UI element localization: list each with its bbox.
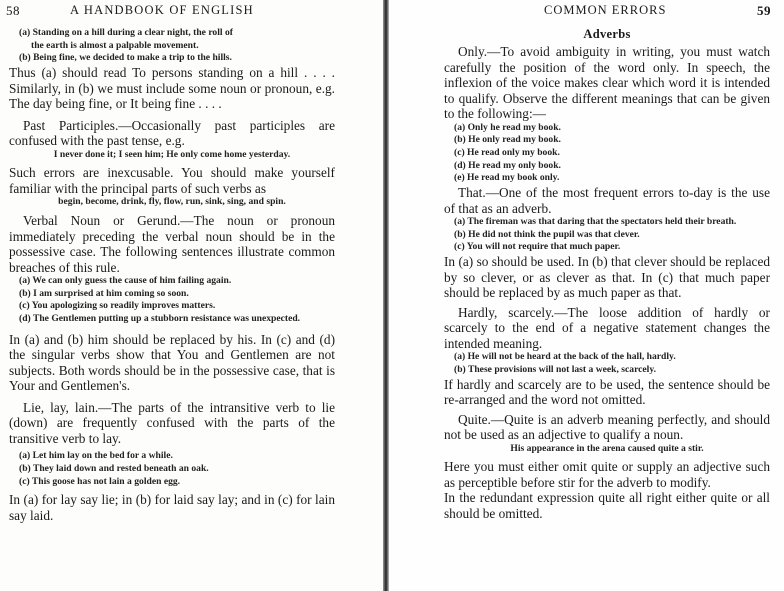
example-line: (a) Let him lay on the bed for a while. (19, 450, 173, 462)
example-line: (b) These provisions will not last a week, scarcely. (454, 363, 657, 375)
example-line: I never done it; I seen him; He only come home yesterday. (53, 148, 291, 160)
paragraph: In (a) and (b) him should be replaced by his. In (c) and (d) the singular verbs show that You and Gentlemen are not subjects. Both words should be in the possessive case, that is Your and Gentlemen's. (9, 331, 335, 394)
example-line: (c) This goose has not lain a golden egg. (19, 475, 181, 487)
paragraph: Quite.—Quite is an adverb meaning perfectly, and should not be used as an adjective to qualify a noun. (444, 411, 770, 443)
example-line: (c) You will not require that much paper. (454, 241, 621, 253)
paragraph: In the redundant expression quite all right either quite or all should be omitted. (444, 490, 770, 521)
example-line: (e) He read my book only. (454, 172, 560, 184)
example-line: (b) They laid down and rested beneath an oak. (19, 463, 209, 475)
right-running-title: COMMON ERRORS (544, 3, 667, 17)
left-page-body (9, 27, 335, 523)
left-running-head (0, 3, 383, 19)
example-line: (b) He only read my book. (454, 134, 561, 146)
right-page (389, 0, 784, 591)
example-line: (b) Being fine, we decided to make a trip to the hills. (19, 52, 232, 64)
example-line: (b) He did not think the pupil was that clever. (454, 228, 640, 240)
left-page-number: 58 (6, 3, 20, 18)
paragraph: Thus (a) should read To persons standing on a hill . . . . Similarly, in (b) we must include some noun or pronoun, e.g. The day being fine, or It being fine . . . . (9, 65, 335, 112)
right-page-body (444, 27, 770, 521)
example-line: (a) We can only guess the cause of him failing again. (19, 275, 232, 287)
left-page (0, 0, 383, 591)
example-line: begin, become, drink, fly, flow, run, sink, sing, and spin. (58, 196, 286, 208)
paragraph: Such errors are inexcusable. You should make yourself familiar with the principal parts of such verbs as (9, 165, 335, 196)
example-line: (b) I am surprised at him coming so soon. (19, 287, 189, 299)
paragraph: Hardly, scarcely.—The loose addition of hardly or scarcely to the end of a negative statement changes the intended meaning. (444, 304, 770, 351)
example-line: (a) Only he read my book. (454, 121, 561, 133)
paragraph: That.—One of the most frequent errors to-day is the use of that as an adverb. (444, 185, 770, 216)
example-line: (c) You apologizing so readily improves matters. (19, 300, 216, 312)
paragraph: In (a) for lay say lie; in (b) for laid say lay; and in (c) for lain say laid. (9, 492, 335, 523)
paragraph: In (a) so should be used. In (b) that clever should be replaced by so clever, or as clever as that. In (c) that much paper should be replaced by as much paper as that. (444, 254, 770, 301)
paragraph: Past Participles.—Occasionally past participles are confused with the past tense, e.g. (9, 117, 335, 149)
example-line: (c) He read only my book. (454, 146, 560, 158)
right-running-head (389, 3, 784, 19)
paragraph: Verbal Noun or Gerund.—The noun or pronoun immediately preceding the verbal noun should be in the possessive case. The following sentences illustrate common breaches of this rule. (9, 213, 335, 275)
example-line: (a) The fireman was that daring that the spectators held their breath. (454, 216, 737, 228)
paragraph: Only.—To avoid ambiguity in writing, you must watch carefully the position of the word only. In speech, the inflexion of the voice makes clear which word it is intended to qualify. Observe the different meanings that can be given to the following:— (444, 44, 770, 121)
example-line: His appearance in the arena caused quite a stir. (510, 442, 704, 454)
example-line: (a) Standing on a hill during a clear night, the roll of (19, 27, 233, 38)
example-line: (d) He read my only book. (454, 159, 561, 171)
right-page-number: 59 (757, 3, 771, 18)
paragraph: If hardly and scarcely are to be used, the sentence should be re-arranged and the word not omitted. (444, 376, 770, 408)
example-line: the earth is almost a palpable movement. (31, 39, 199, 51)
paragraph: Here you must either omit quite or supply an adjective such as perceptible before stir for the adverb to modify. (444, 459, 770, 490)
paragraph: Lie, lay, lain.—The parts of the intransitive verb to lie (down) are frequently confused with the parts of the transitive verb to lay. (9, 399, 335, 446)
left-running-title: A HANDBOOK OF ENGLISH (70, 3, 254, 17)
section-heading: Adverbs (583, 27, 631, 41)
example-line: (d) The Gentlemen putting up a stubborn resistance was unexpected. (19, 313, 301, 325)
example-line: (a) He will not be heard at the back of the hall, hardly. (454, 351, 676, 363)
